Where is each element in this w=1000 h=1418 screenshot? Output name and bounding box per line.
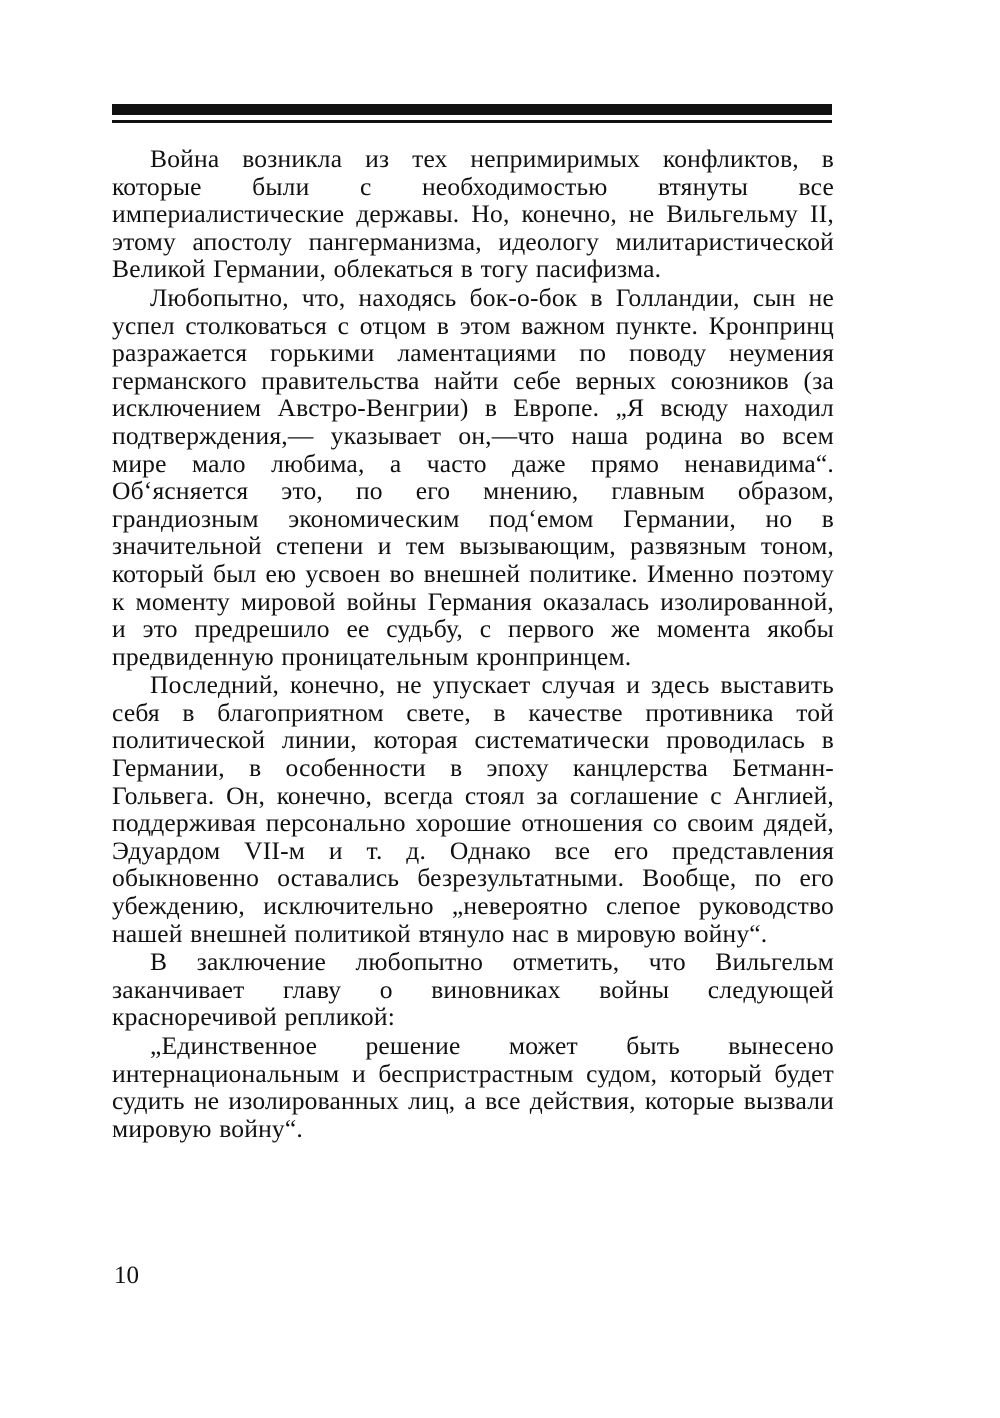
header-rule-thick [112, 104, 832, 115]
paragraph-3: Последний, конечно, не упускает случая и здесь выставить себя в благоприятном свете, в качестве противника той политической линии, которая систематически проводилась в Германии, в особенности в эпоху канцлерства Бетманн-Гольвега. Он, конечно, всегда стоял за соглашение с Англией, поддерживая персонально хорошие отношения со своим дядей, Эдуардом VII-м и т. д. Однако все его представления обыкновенно оставались безрезультатными. Вообще, по его убеждению, исключительно „невероятно слепое руководство нашей внешней политикой втянуло нас в мировую войну“. [112, 670, 834, 948]
paragraph-4: В заключение любопытно отметить, что Вильгельм заканчивает главу о виновниках войны следующей красноречивой репликой: [112, 947, 834, 1032]
paragraph-5-quote: „Единственное решение может быть вынесено интернациональным и беспристрастным судом, который будет судить не изолированных лиц, а все действия, которые вызвали мировую войну“. [112, 1031, 834, 1143]
body-text [112, 145, 834, 1142]
page-number: 10 [114, 1262, 139, 1289]
header-rule-thin [112, 120, 832, 123]
paragraph-2: Любопытно, что, находясь бок-о-бок в Голландии, сын не успел столковаться с отцом в этом важном пункте. Кронпринц разражается горькими ламентациями по поводу неумения германского правительства найти себе верных союзников (за исключением Австро-Венгрии) в Европе. „Я всюду находил подтверждения,— указывает он,—что наша родина во всем мире мало любима, а часто даже прямо ненавидима“. Об‘ясняется это, по его мнению, главным образом, грандиозным экономическим под‘емом Германии, но в значительной степени и тем вызывающим, развязным тоном, который был ею усвоен во внешней политике. Именно поэтому к моменту мировой войны Германия оказалась изолированной, и это предрешило ее судьбу, с первого же момента якобы предвиденную проницательным кронпринцем. [112, 282, 834, 671]
paragraph-1: Война возникла из тех непримиримых конфликтов, в которые были с необходимостью втянуты все империалистические державы. Но, конечно, не Вильгельму II, этому апостолу пангерманизма, идеологу милитаристической Великой Германии, облекаться в тогу пасифизма. [112, 144, 834, 284]
